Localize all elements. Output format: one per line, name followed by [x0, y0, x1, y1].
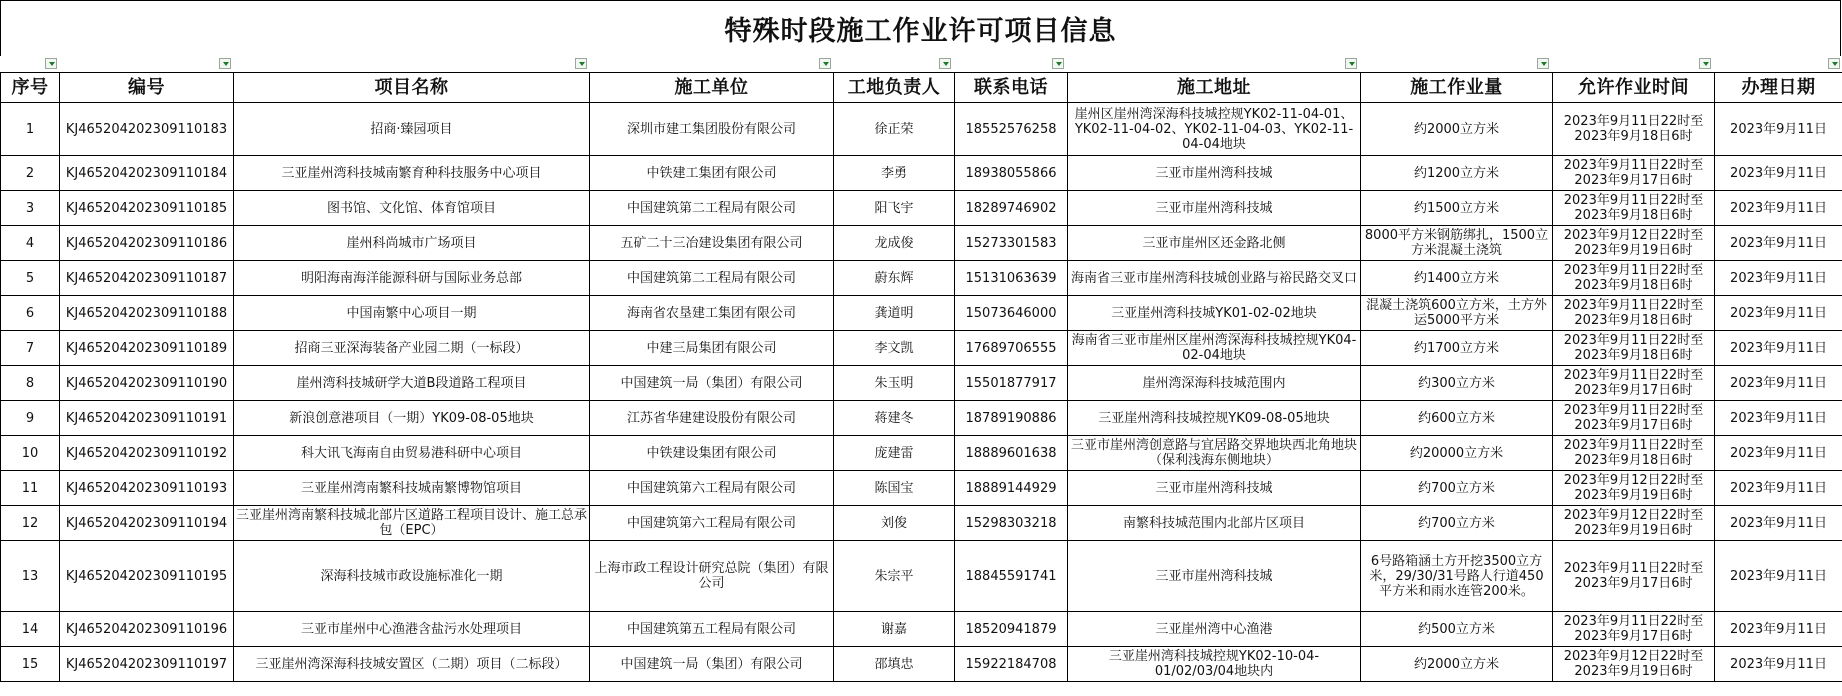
- filter-dropdown-icon[interactable]: [1828, 58, 1840, 69]
- cell-contractor[interactable]: 上海市政工程设计研究总院（集团）有限公司: [590, 541, 834, 612]
- cell-seq[interactable]: 10: [1, 436, 60, 471]
- cell-date[interactable]: 2023年9月11日: [1715, 331, 1842, 366]
- cell-volume[interactable]: 约20000立方米: [1361, 436, 1553, 471]
- cell-project[interactable]: 新浪创意港项目（一期）YK09-08-05地块: [234, 401, 590, 436]
- table-row: [1, 156, 1842, 191]
- cell-date[interactable]: 2023年9月11日: [1715, 103, 1842, 156]
- cell-seq[interactable]: 3: [1, 191, 60, 226]
- cell-code[interactable]: KJ465204202309110195: [60, 541, 234, 612]
- table-row: [1, 296, 1842, 331]
- col-header-address: 施工地址: [1068, 73, 1361, 103]
- cell-volume[interactable]: 约2000立方米: [1361, 103, 1553, 156]
- cell-date[interactable]: 2023年9月11日: [1715, 401, 1842, 436]
- cell-manager[interactable]: 蒋建冬: [834, 401, 955, 436]
- cell-address[interactable]: 三亚市崖州湾科技城: [1068, 191, 1361, 226]
- cell-date[interactable]: 2023年9月11日: [1715, 541, 1842, 612]
- cell-time[interactable]: 2023年9月11日22时至2023年9月18日6时: [1553, 436, 1715, 471]
- cell-phone[interactable]: 18789190886: [955, 401, 1068, 436]
- cell-volume[interactable]: 约1400立方米: [1361, 261, 1553, 296]
- cell-time[interactable]: 2023年9月11日22时至2023年9月18日6时: [1553, 103, 1715, 156]
- cell-date[interactable]: 2023年9月11日: [1715, 436, 1842, 471]
- cell-manager[interactable]: 李勇: [834, 156, 955, 191]
- cell-phone[interactable]: 18889144929: [955, 471, 1068, 506]
- col-header-time: 允许作业时间: [1553, 73, 1715, 103]
- cell-project[interactable]: 三亚市崖州中心渔港含盐污水处理项目: [234, 612, 590, 647]
- cell-time[interactable]: 2023年9月11日22时至2023年9月18日6时: [1553, 331, 1715, 366]
- cell-seq[interactable]: 13: [1, 541, 60, 612]
- table-row: [1, 331, 1842, 366]
- cell-manager[interactable]: 邵填忠: [834, 647, 955, 682]
- header-row: [1, 73, 1842, 103]
- filter-dropdown-icon[interactable]: [939, 58, 951, 69]
- cell-time[interactable]: 2023年9月12日22时至2023年9月19日6时: [1553, 506, 1715, 541]
- cell-phone[interactable]: 15131063639: [955, 261, 1068, 296]
- cell-address[interactable]: 南繁科技城范围内北部片区项目: [1068, 506, 1361, 541]
- cell-project[interactable]: 招商·臻园项目: [234, 103, 590, 156]
- table-row: [1, 471, 1842, 506]
- table-row: [1, 191, 1842, 226]
- cell-manager[interactable]: 龚道明: [834, 296, 955, 331]
- cell-contractor[interactable]: 中国建筑第五工程局有限公司: [590, 612, 834, 647]
- cell-code[interactable]: KJ465204202309110190: [60, 366, 234, 401]
- cell-volume[interactable]: 约700立方米: [1361, 471, 1553, 506]
- cell-time[interactable]: 2023年9月11日22时至2023年9月18日6时: [1553, 261, 1715, 296]
- cell-phone[interactable]: 15073646000: [955, 296, 1068, 331]
- cell-contractor[interactable]: 中国建筑第六工程局有限公司: [590, 471, 834, 506]
- cell-code[interactable]: KJ465204202309110192: [60, 436, 234, 471]
- cell-volume[interactable]: 约1200立方米: [1361, 156, 1553, 191]
- cell-volume[interactable]: 约700立方米: [1361, 506, 1553, 541]
- filter-dropdown-icon[interactable]: [1699, 58, 1711, 69]
- cell-manager[interactable]: 朱宗平: [834, 541, 955, 612]
- table-row: [1, 541, 1842, 612]
- cell-volume[interactable]: 约600立方米: [1361, 401, 1553, 436]
- cell-address[interactable]: 三亚崖州湾科技城控规YK02-10-04-01/02/03/04地块内: [1068, 647, 1361, 682]
- cell-address[interactable]: 三亚市崖州湾科技城: [1068, 541, 1361, 612]
- table-body: [1, 103, 1842, 682]
- cell-time[interactable]: 2023年9月11日22时至2023年9月17日6时: [1553, 541, 1715, 612]
- cell-contractor[interactable]: 江苏省华建建设股份有限公司: [590, 401, 834, 436]
- col-header-seq: 序号: [1, 73, 60, 103]
- cell-code[interactable]: KJ465204202309110197: [60, 647, 234, 682]
- cell-seq[interactable]: 9: [1, 401, 60, 436]
- cell-address[interactable]: 三亚市崖州湾创意路与宜居路交界地块西北角地块（保利浅海东侧地块）: [1068, 436, 1361, 471]
- table-row: [1, 226, 1842, 261]
- cell-volume[interactable]: 混凝土浇筑600立方米，土方外运5000平方米: [1361, 296, 1553, 331]
- col-header-code: 编号: [60, 73, 234, 103]
- cell-code[interactable]: KJ465204202309110193: [60, 471, 234, 506]
- autofilter-row: [0, 56, 1842, 72]
- filter-dropdown-icon[interactable]: [1537, 58, 1549, 69]
- cell-volume[interactable]: 6号路箱涵土方开挖3500立方米，29/30/31号路人行道450平方米和雨水连管200米。: [1361, 541, 1553, 612]
- permit-table: [0, 72, 1842, 682]
- cell-seq[interactable]: 6: [1, 296, 60, 331]
- cell-address[interactable]: 三亚崖州湾科技城YK01-02-02地块: [1068, 296, 1361, 331]
- cell-project[interactable]: 深海科技城市政设施标准化一期: [234, 541, 590, 612]
- cell-project[interactable]: 招商三亚深海装备产业园二期（一标段）: [234, 331, 590, 366]
- cell-date[interactable]: 2023年9月11日: [1715, 471, 1842, 506]
- cell-volume[interactable]: 约500立方米: [1361, 612, 1553, 647]
- cell-seq[interactable]: 1: [1, 103, 60, 156]
- cell-code[interactable]: KJ465204202309110185: [60, 191, 234, 226]
- cell-seq[interactable]: 15: [1, 647, 60, 682]
- cell-address[interactable]: 三亚崖州湾科技城控规YK09-08-05地块: [1068, 401, 1361, 436]
- col-header-phone: 联系电话: [955, 73, 1068, 103]
- cell-time[interactable]: 2023年9月11日22时至2023年9月17日6时: [1553, 612, 1715, 647]
- cell-contractor[interactable]: 深圳市建工集团股份有限公司: [590, 103, 834, 156]
- cell-code[interactable]: KJ465204202309110191: [60, 401, 234, 436]
- cell-time[interactable]: 2023年9月12日22时至2023年9月19日6时: [1553, 226, 1715, 261]
- filter-dropdown-icon[interactable]: [575, 58, 587, 69]
- cell-manager[interactable]: 庞建雷: [834, 436, 955, 471]
- cell-phone[interactable]: 15298303218: [955, 506, 1068, 541]
- cell-date[interactable]: 2023年9月11日: [1715, 612, 1842, 647]
- cell-code[interactable]: KJ465204202309110196: [60, 612, 234, 647]
- cell-phone[interactable]: 17689706555: [955, 331, 1068, 366]
- cell-phone[interactable]: 18845591741: [955, 541, 1068, 612]
- cell-project[interactable]: 崖州科尚城市广场项目: [234, 226, 590, 261]
- cell-code[interactable]: KJ465204202309110184: [60, 156, 234, 191]
- cell-address[interactable]: 海南省三亚市崖州湾科技城创业路与裕民路交叉口: [1068, 261, 1361, 296]
- filter-dropdown-icon[interactable]: [219, 58, 231, 69]
- filter-dropdown-icon[interactable]: [45, 58, 57, 69]
- cell-contractor[interactable]: 中国建筑第二工程局有限公司: [590, 261, 834, 296]
- cell-contractor[interactable]: 五矿二十三冶建设集团有限公司: [590, 226, 834, 261]
- cell-manager[interactable]: 阳飞宇: [834, 191, 955, 226]
- cell-phone[interactable]: 15501877917: [955, 366, 1068, 401]
- cell-date[interactable]: 2023年9月11日: [1715, 647, 1842, 682]
- cell-phone[interactable]: 15922184708: [955, 647, 1068, 682]
- cell-volume[interactable]: 约1500立方米: [1361, 191, 1553, 226]
- filter-dropdown-icon[interactable]: [819, 58, 831, 69]
- cell-seq[interactable]: 14: [1, 612, 60, 647]
- cell-phone[interactable]: 18938055866: [955, 156, 1068, 191]
- cell-manager[interactable]: 陈国宝: [834, 471, 955, 506]
- cell-code[interactable]: KJ465204202309110183: [60, 103, 234, 156]
- cell-manager[interactable]: 徐正荣: [834, 103, 955, 156]
- cell-manager[interactable]: 朱玉明: [834, 366, 955, 401]
- cell-phone[interactable]: 18520941879: [955, 612, 1068, 647]
- table-row: [1, 261, 1842, 296]
- cell-seq[interactable]: 2: [1, 156, 60, 191]
- cell-volume[interactable]: 约2000立方米: [1361, 647, 1553, 682]
- cell-contractor[interactable]: 中国建筑第二工程局有限公司: [590, 191, 834, 226]
- cell-volume[interactable]: 8000平方米钢筋绑扎，1500立方米混凝土浇筑: [1361, 226, 1553, 261]
- cell-time[interactable]: 2023年9月11日22时至2023年9月18日6时: [1553, 296, 1715, 331]
- table-row: [1, 103, 1842, 156]
- cell-address[interactable]: 海南省三亚市崖州区崖州湾深海科技城控规YK04-02-04地块: [1068, 331, 1361, 366]
- table-row: [1, 366, 1842, 401]
- cell-time[interactable]: 2023年9月11日22时至2023年9月17日6时: [1553, 156, 1715, 191]
- col-header-date: 办理日期: [1715, 73, 1842, 103]
- cell-phone[interactable]: 18889601638: [955, 436, 1068, 471]
- col-header-manager: 工地负责人: [834, 73, 955, 103]
- cell-time[interactable]: 2023年9月11日22时至2023年9月17日6时: [1553, 401, 1715, 436]
- filter-dropdown-icon[interactable]: [1345, 58, 1357, 69]
- cell-volume[interactable]: 约1700立方米: [1361, 331, 1553, 366]
- cell-date[interactable]: 2023年9月11日: [1715, 506, 1842, 541]
- cell-manager[interactable]: 谢嘉: [834, 612, 955, 647]
- col-header-project: 项目名称: [234, 73, 590, 103]
- cell-contractor[interactable]: 中铁建设集团有限公司: [590, 436, 834, 471]
- cell-manager[interactable]: 蔚东辉: [834, 261, 955, 296]
- cell-project[interactable]: 图书馆、文化馆、体育馆项目: [234, 191, 590, 226]
- cell-phone[interactable]: 18289746902: [955, 191, 1068, 226]
- table-row: [1, 436, 1842, 471]
- cell-address[interactable]: 三亚市崖州区还金路北侧: [1068, 226, 1361, 261]
- cell-date[interactable]: 2023年9月11日: [1715, 296, 1842, 331]
- cell-contractor[interactable]: 海南省农垦建工集团有限公司: [590, 296, 834, 331]
- cell-date[interactable]: 2023年9月11日: [1715, 366, 1842, 401]
- cell-project[interactable]: 科大讯飞海南自由贸易港科研中心项目: [234, 436, 590, 471]
- cell-contractor[interactable]: 中建三局集团有限公司: [590, 331, 834, 366]
- cell-seq[interactable]: 4: [1, 226, 60, 261]
- cell-manager[interactable]: 刘俊: [834, 506, 955, 541]
- table-row: [1, 401, 1842, 436]
- filter-dropdown-icon[interactable]: [1052, 58, 1064, 69]
- cell-seq[interactable]: 12: [1, 506, 60, 541]
- cell-contractor[interactable]: 中国建筑一局（集团）有限公司: [590, 647, 834, 682]
- cell-project[interactable]: 中国南繁中心项目一期: [234, 296, 590, 331]
- cell-phone[interactable]: 15273301583: [955, 226, 1068, 261]
- cell-time[interactable]: 2023年9月11日22时至2023年9月17日6时: [1553, 366, 1715, 401]
- cell-project[interactable]: 三亚崖州湾科技城南繁育种科技服务中心项目: [234, 156, 590, 191]
- table-row: [1, 506, 1842, 541]
- cell-date[interactable]: 2023年9月11日: [1715, 191, 1842, 226]
- cell-date[interactable]: 2023年9月11日: [1715, 226, 1842, 261]
- cell-phone[interactable]: 18552576258: [955, 103, 1068, 156]
- cell-seq[interactable]: 7: [1, 331, 60, 366]
- sheet-title: 特殊时段施工作业许可项目信息: [0, 0, 1841, 56]
- cell-code[interactable]: KJ465204202309110187: [60, 261, 234, 296]
- cell-project[interactable]: 明阳海南海洋能源科研与国际业务总部: [234, 261, 590, 296]
- col-header-contractor: 施工单位: [590, 73, 834, 103]
- cell-time[interactable]: 2023年9月12日22时至2023年9月19日6时: [1553, 471, 1715, 506]
- cell-project[interactable]: 崖州湾科技城研学大道B段道路工程项目: [234, 366, 590, 401]
- cell-project[interactable]: 三亚崖州湾南繁科技城南繁博物馆项目: [234, 471, 590, 506]
- cell-address[interactable]: 三亚市崖州湾科技城: [1068, 471, 1361, 506]
- cell-contractor[interactable]: 中国建筑第六工程局有限公司: [590, 506, 834, 541]
- cell-manager[interactable]: 李文凯: [834, 331, 955, 366]
- table-row: [1, 647, 1842, 682]
- cell-address[interactable]: 三亚市崖州湾科技城: [1068, 156, 1361, 191]
- cell-address[interactable]: 崖州区崖州湾深海科技城控规YK02-11-04-01、YK02-11-04-02、YK02-11-04-03、YK02-11-04-04地块: [1068, 103, 1361, 156]
- cell-address[interactable]: 崖州湾深海科技城范围内: [1068, 366, 1361, 401]
- cell-time[interactable]: 2023年9月12日22时至2023年9月19日6时: [1553, 647, 1715, 682]
- cell-project[interactable]: 三亚崖州湾南繁科技城北部片区道路工程项目设计、施工总承包（EPC）: [234, 506, 590, 541]
- cell-seq[interactable]: 11: [1, 471, 60, 506]
- cell-code[interactable]: KJ465204202309110194: [60, 506, 234, 541]
- cell-date[interactable]: 2023年9月11日: [1715, 156, 1842, 191]
- table-row: [1, 612, 1842, 647]
- col-header-volume: 施工作业量: [1361, 73, 1553, 103]
- cell-contractor[interactable]: 中国建筑一局（集团）有限公司: [590, 366, 834, 401]
- cell-code[interactable]: KJ465204202309110189: [60, 331, 234, 366]
- cell-seq[interactable]: 5: [1, 261, 60, 296]
- cell-project[interactable]: 三亚崖州湾深海科技城安置区（二期）项目（二标段）: [234, 647, 590, 682]
- cell-code[interactable]: KJ465204202309110188: [60, 296, 234, 331]
- cell-address[interactable]: 三亚崖州湾中心渔港: [1068, 612, 1361, 647]
- cell-time[interactable]: 2023年9月11日22时至2023年9月18日6时: [1553, 191, 1715, 226]
- cell-seq[interactable]: 8: [1, 366, 60, 401]
- cell-date[interactable]: 2023年9月11日: [1715, 261, 1842, 296]
- cell-manager[interactable]: 龙成俊: [834, 226, 955, 261]
- cell-volume[interactable]: 约300立方米: [1361, 366, 1553, 401]
- cell-contractor[interactable]: 中铁建工集团有限公司: [590, 156, 834, 191]
- cell-code[interactable]: KJ465204202309110186: [60, 226, 234, 261]
